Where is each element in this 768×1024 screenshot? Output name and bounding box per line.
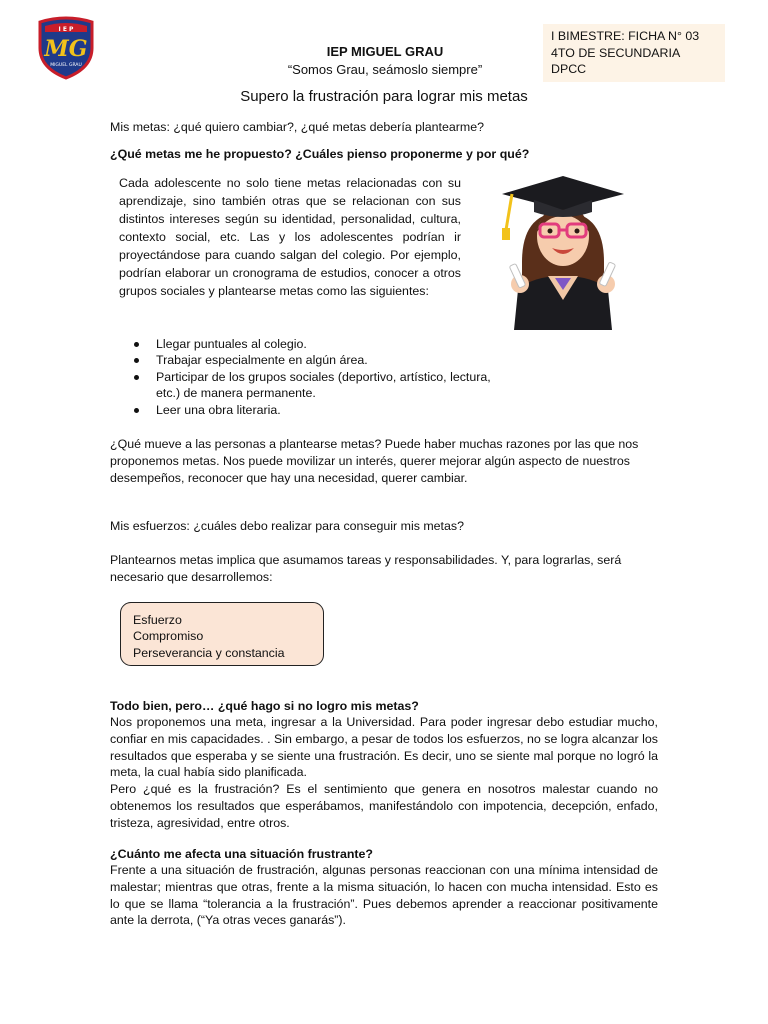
list-item: Participar de los grupos sociales (deportivo, artístico, lectura, etc.) de manera permanente. bbox=[156, 369, 516, 402]
school-logo bbox=[36, 16, 96, 80]
ficha-course: DPCC bbox=[551, 62, 587, 76]
goals-list bbox=[120, 336, 516, 418]
efforts-heading: Mis esfuerzos: ¿cuáles debo realizar para conseguir mis metas? bbox=[110, 519, 464, 533]
school-motto: “Somos Grau, seámoslo siempre” bbox=[287, 62, 483, 77]
value-item: Perseverancia y constancia bbox=[133, 645, 285, 660]
frustration-paragraph-1: Nos proponemos una meta, ingresar a la Universidad. Para poder ingresar debo estudiar mucho, confiar en mis capacidades. . Sin embargo, a pesar de todos los esfuerzos, no se logra alcanzar los resultados que esperaba y se siente una frustración. Es decir, uno se siente mal porque no logró la meta, la cual había sido planificada. bbox=[110, 715, 658, 780]
ficha-grade: 4TO DE SECUNDARIA bbox=[551, 45, 681, 60]
page-title: Supero la frustración para lograr mis metas bbox=[240, 88, 528, 105]
value-item: Esfuerzo bbox=[133, 613, 182, 627]
ficha-bimestre: I BIMESTRE: FICHA N° 03 bbox=[551, 29, 700, 43]
question-goals: Mis metas: ¿qué quiero cambiar?, ¿qué metas debería plantearme? bbox=[110, 120, 484, 134]
ficha-info-box bbox=[543, 24, 725, 82]
affect-heading: ¿Cuánto me afecta una situación frustrante? bbox=[110, 847, 373, 861]
question-proposed-goals: ¿Qué metas me he propuesto? ¿Cuáles pienso proponerme y por qué? bbox=[110, 147, 530, 161]
logo-letters: I E P bbox=[58, 26, 74, 33]
value-item: Compromiso bbox=[133, 629, 204, 644]
affect-paragraph: Frente a una situación de frustración, algunas personas reaccionan con una mínima intensidad de malestar; mientras que otras, frente a la misma situación, lo hacen con mucha intensidad. Esto es lo que se llama “tolerancia a la frustración”. Pues debemos aprender a reaccionar positivamente ante la derrota, (“Ya otras veces ganarás”). bbox=[110, 863, 658, 928]
list-item: Trabajar especialmente en algún área. bbox=[156, 352, 516, 368]
motivation-paragraph: ¿Qué mueve a las personas a plantearse metas? Puede haber muchas razones por las que nos proponemos metas. Nos puede movilizar un interés, querer mejorar algún aspecto de nuestros desempeños, reconocer que hay una necesidad, querer cambiar. bbox=[110, 437, 639, 485]
list-item: Llegar puntuales al colegio. bbox=[156, 336, 516, 352]
school-name: IEP MIGUEL GRAU bbox=[326, 44, 444, 59]
efforts-paragraph: Plantearnos metas implica que asumamos tareas y responsabilidades. Y, para lograrlas, será necesario que desarrollemos: bbox=[110, 553, 622, 584]
list-item: Leer una obra literaria. bbox=[156, 402, 516, 418]
frustration-paragraph-2: Pero ¿qué es la frustración? Es el sentimiento que genera en nosotros malestar cuando no obtenemos los resultados que esperábamos, manifestándolo con impotencia, decepción, enfado, tristeza, agresividad, entre otros. bbox=[110, 782, 658, 830]
graduate-girl-illustration bbox=[492, 172, 634, 330]
logo-ribbon-text: MIGUEL GRAU bbox=[50, 63, 82, 68]
intro-paragraph: Cada adolescente no solo tiene metas relacionadas con su aprendizaje, sino también otras que se relacionan con sus distintos intereses según su identidad, personalidad, cultura, contexto social, etc. Las y los adolescentes podrían ir proyectándose para cuando salgan del colegio. Por ejemplo, podrían elaborar un cronograma de estudios, conocer a otros grupos sociales y plantearse metas como las siguientes: bbox=[119, 176, 461, 298]
frustration-heading: Todo bien, pero… ¿qué hago si no logro mis metas? bbox=[110, 699, 419, 713]
logo-monogram: MG bbox=[44, 36, 88, 62]
values-box bbox=[120, 602, 324, 666]
